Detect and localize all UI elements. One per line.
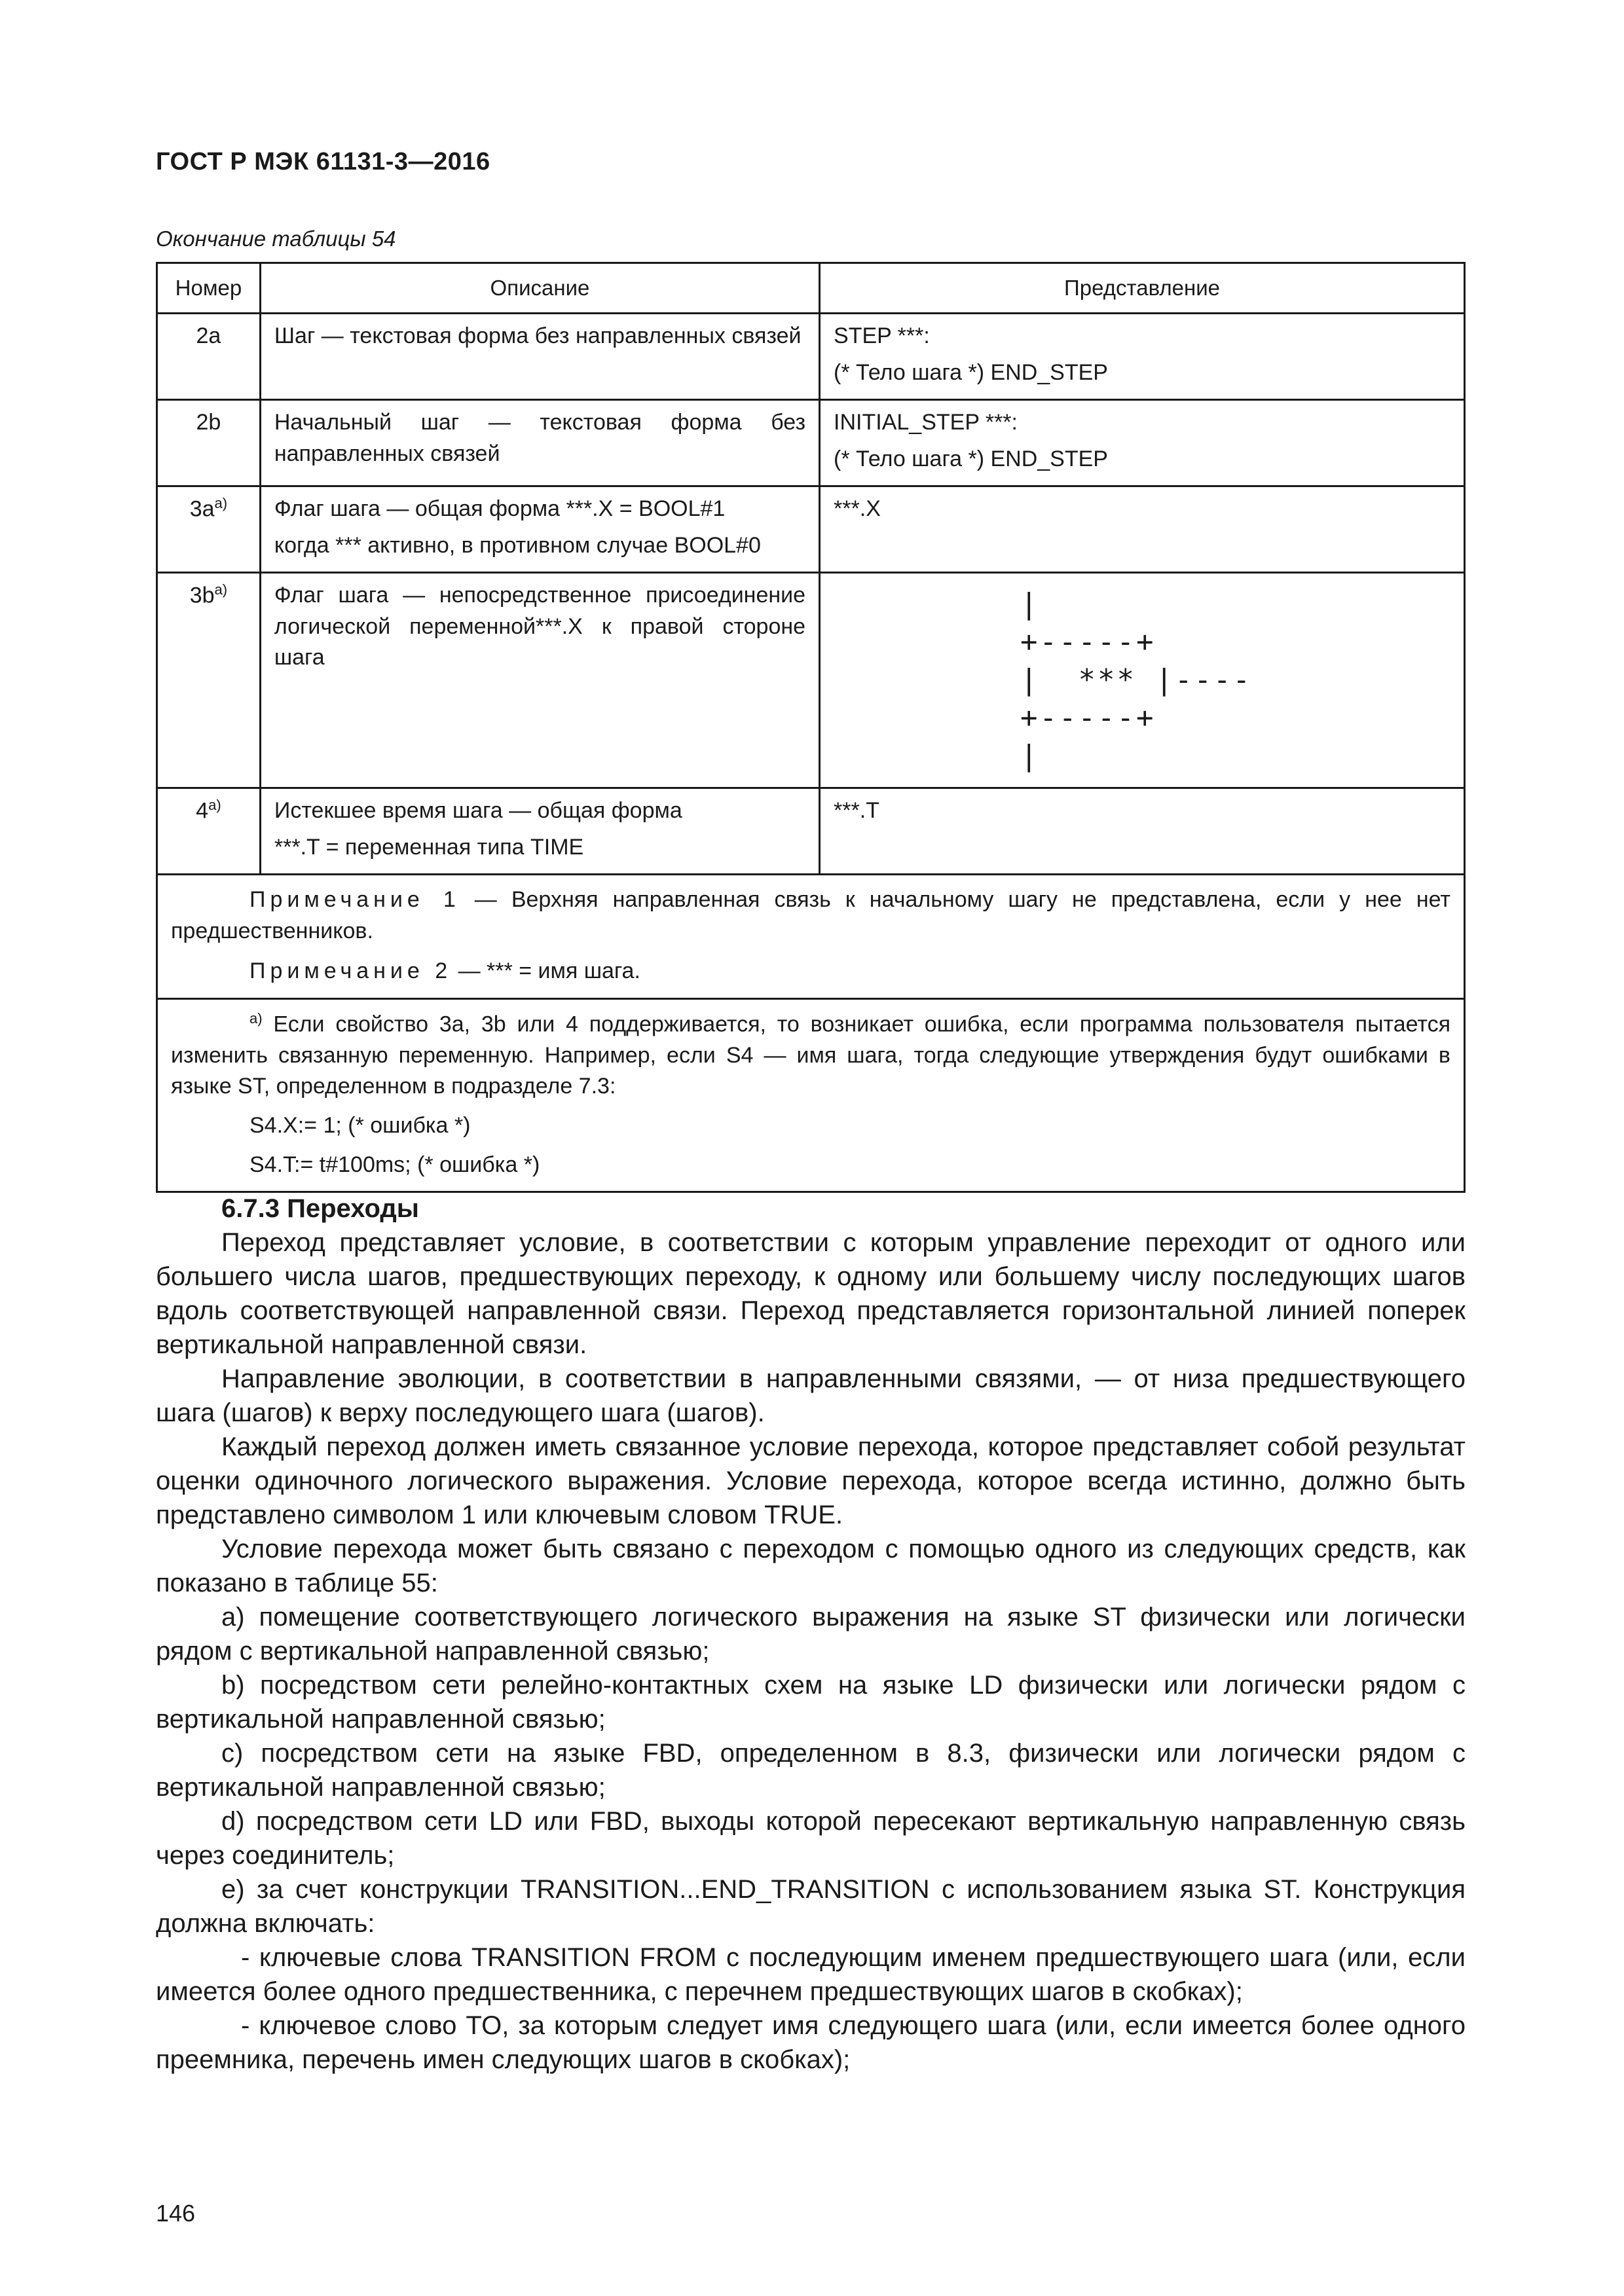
row-description	[260, 400, 819, 486]
description-line: ***.T = переменная типа TIME	[274, 834, 584, 860]
description-line: Флаг шага — непосредственное присоединение логической переменной***.X к правой стороне шага	[274, 583, 806, 670]
row-description	[260, 486, 819, 573]
note-2	[171, 956, 1450, 987]
row-representation	[820, 573, 1465, 788]
table-notes	[157, 875, 1465, 999]
representation-line: ***.T	[834, 798, 879, 824]
table-footnote-row	[157, 998, 1465, 1192]
row-number: $3a^{a)}$	[157, 486, 261, 573]
list-item: a) помещение соответствующего логического выражения на языке ST физически или логически рядом с вертикальной направленной связью;	[156, 1603, 1466, 1666]
list-item: d) посредством сети LD или FBD, выходы которой пересекают вертикальную направленную связь через соединитель;	[156, 1807, 1466, 1870]
footnote-code-line: S4.X:= 1; (* ошибка *)	[249, 1113, 471, 1139]
description-line: Флаг шага — общая форма ***.X = BOOL#1	[274, 496, 726, 522]
footnote-text: $^{a)}$ Если свойство 3a, 3b или 4 поддерживается, то возникает ошибка, если программа пользователя пытается изменить связанную переменную. Например, если S4 — имя шага, тогда следующие утверждения будут ошибками в языке ST, определенном в подразделе 7.3:	[171, 1010, 1450, 1099]
description-line: Истекшее время шага — общая форма	[274, 798, 682, 824]
list-item: c) посредством сети на языке FBD, определенном в 8.3, физически или логически рядом с вертикальной направленной связью;	[156, 1739, 1466, 1802]
table-row	[157, 314, 1465, 400]
row-number: $3b^{a)}$	[157, 573, 261, 788]
section-body	[156, 1192, 1466, 2077]
table-header-row	[157, 263, 1465, 314]
row-number: 2a	[157, 314, 261, 400]
row-number: 4$^{a)}$	[157, 788, 261, 875]
row-representation	[820, 486, 1465, 573]
dash-item: - ключевое слово TO, за которым следует имя следующего шага (или, если имеется более одного преемника, перечень имен следующих шагов в скобках);	[156, 2011, 1466, 2074]
table-notes-row	[157, 875, 1465, 999]
table-54	[156, 262, 1466, 1193]
table-row	[157, 486, 1465, 573]
document-header: ГОСТ Р МЭК 61131-3—2016	[156, 148, 490, 175]
paragraph: Направление эволюции, в соответствии в направленными связями, — от низа предшествующего шага (шагов) к верху последующего шага (шагов).	[156, 1364, 1466, 1427]
footnote-mark: a)	[208, 797, 221, 814]
column-header-representation: Представление	[820, 263, 1465, 314]
footnote-code-line: S4.T:= t#100ms; (* ошибка *)	[249, 1152, 540, 1177]
footnote-mark: a)	[214, 495, 228, 512]
step-ascii-diagram: | +-----+ | *** |---- +-----+ |	[1020, 587, 1252, 773]
description-line: Начальный шаг — текстовая форма без направленных связей	[274, 410, 806, 466]
list-item: b) посредством сети релейно-контактных схем на языке LD физически или логически рядом с вертикальной направленной связью;	[156, 1671, 1466, 1734]
row-description	[260, 788, 819, 875]
table-row	[157, 400, 1465, 486]
representation-line: STEP ***:	[834, 323, 930, 349]
description-line: когда *** активно, в противном случае BOOL#0	[274, 532, 761, 558]
note-label: Примечание 2	[249, 958, 452, 984]
description-line: Шаг — текстовая форма без направленных связей	[274, 323, 802, 349]
note-1	[171, 884, 1450, 947]
paragraph: Переход представляет условие, в соответствии с которым управление переходит от одного или большего числа шагов, предшествующих переходу, к одному или большему числу последующих шагов вдоль соответствующей направленной связи. Переход представляется горизонтальной линией поперек вертикальной направленной связи.	[156, 1228, 1466, 1359]
note-text: — *** = имя шага.	[452, 958, 640, 984]
footnote-mark: a)	[214, 581, 228, 598]
table-row	[157, 788, 1465, 875]
row-description	[260, 314, 819, 400]
note-label: Примечание 1	[249, 887, 460, 913]
page-number: 146	[156, 2200, 196, 2227]
dash-item: - ключевые слова TRANSITION FROM с последующим именем предшествующего шага (или, если имеется более одного предшественника, с перечнем предшествующих шагов в скобках);	[156, 1943, 1466, 2006]
note-text: — Верхняя направленная связь к начальному шагу не представлена, если у нее нет предшественников.	[171, 887, 1450, 943]
footnote-mark: a)	[249, 1010, 263, 1027]
row-representation	[820, 314, 1465, 400]
section-title: 6.7.3 Переходы	[221, 1194, 419, 1223]
table-footnote	[157, 998, 1465, 1192]
column-header-number: Номер	[157, 263, 261, 314]
list-item: e) за счет конструкции TRANSITION...END_TRANSITION с использованием языка ST. Конструкция должна включать:	[156, 1875, 1466, 1938]
table-row	[157, 573, 1465, 788]
representation-line: ***.X	[834, 496, 881, 522]
row-description	[260, 573, 819, 788]
paragraph: Условие перехода может быть связано с переходом с помощью одного из следующих средств, как показано в таблице 55:	[156, 1535, 1466, 1597]
representation-line: INITIAL_STEP ***:	[834, 410, 1018, 435]
column-header-description: Описание	[260, 263, 819, 314]
paragraph: Каждый переход должен иметь связанное условие перехода, которое представляет собой результат оценки одиночного логического выражения. Условие перехода, которое всегда истинно, должно быть представлено символом 1 или ключевым словом TRUE.	[156, 1432, 1466, 1529]
representation-line: (* Тело шага *) END_STEP	[834, 446, 1108, 471]
representation-line: (* Тело шага *) END_STEP	[834, 359, 1108, 385]
row-representation	[820, 788, 1465, 875]
row-representation	[820, 400, 1465, 486]
row-number: 2b	[157, 400, 261, 486]
table-caption: Окончание таблицы 54	[156, 227, 396, 251]
